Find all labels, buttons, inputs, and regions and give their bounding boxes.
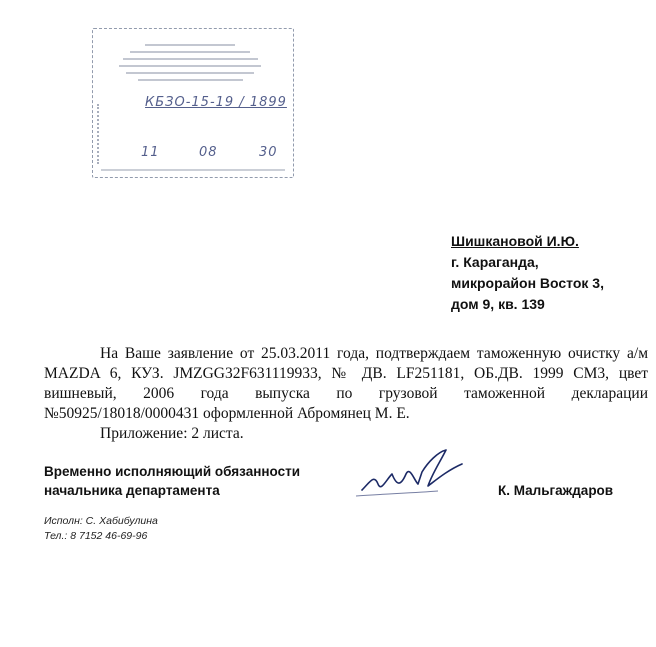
addressee-district: микрорайон Восток 3, (451, 275, 604, 291)
signatory-position (44, 462, 300, 500)
executor-phone: Тел.: 8 7152 46-69-96 (44, 530, 148, 542)
stamp-year: 30 (259, 145, 278, 160)
stamp-side-mark (97, 104, 111, 164)
executor-name: Исполн: С. Хабибулина (44, 515, 158, 527)
signatory-name: К. Мальгаждаров (498, 483, 614, 498)
signatory-position-line2: начальника департамента (44, 483, 220, 498)
addressee-block (451, 231, 604, 315)
stamp-bottom-line (101, 169, 285, 171)
handwritten-signature (352, 444, 472, 504)
signatory-position-line1: Временно исполняющий обязанности (44, 464, 300, 479)
stamp-registration-number: КБЗО-15-19 / 1899 (145, 95, 287, 110)
letter-body: На Ваше заявление от 25.03.2011 года, подтверждаем таможенную очистку а/м MAZDA 6, КУЗ. JMZGG32F631119933, № ДВ. LF251181, ОБ.ДВ. 1999 СМ3, цвет вишневый, 2006 года выпуска по грузовой таможенной декларации №50925/18018/0000431 оформленной Абромянец М. Е. (44, 345, 648, 422)
stamp-day: 11 (141, 145, 160, 160)
addressee-city: г. Караганда, (451, 254, 539, 270)
stamp-header-lines (115, 39, 265, 86)
executor-block (44, 514, 158, 544)
addressee-name: Шишкановой И.Ю. (451, 233, 579, 249)
registration-stamp (92, 28, 294, 178)
stamp-month: 08 (199, 145, 218, 160)
addressee-house: дом 9, кв. 139 (451, 296, 545, 312)
appendix-line: Приложение: 2 листа. (100, 425, 244, 442)
